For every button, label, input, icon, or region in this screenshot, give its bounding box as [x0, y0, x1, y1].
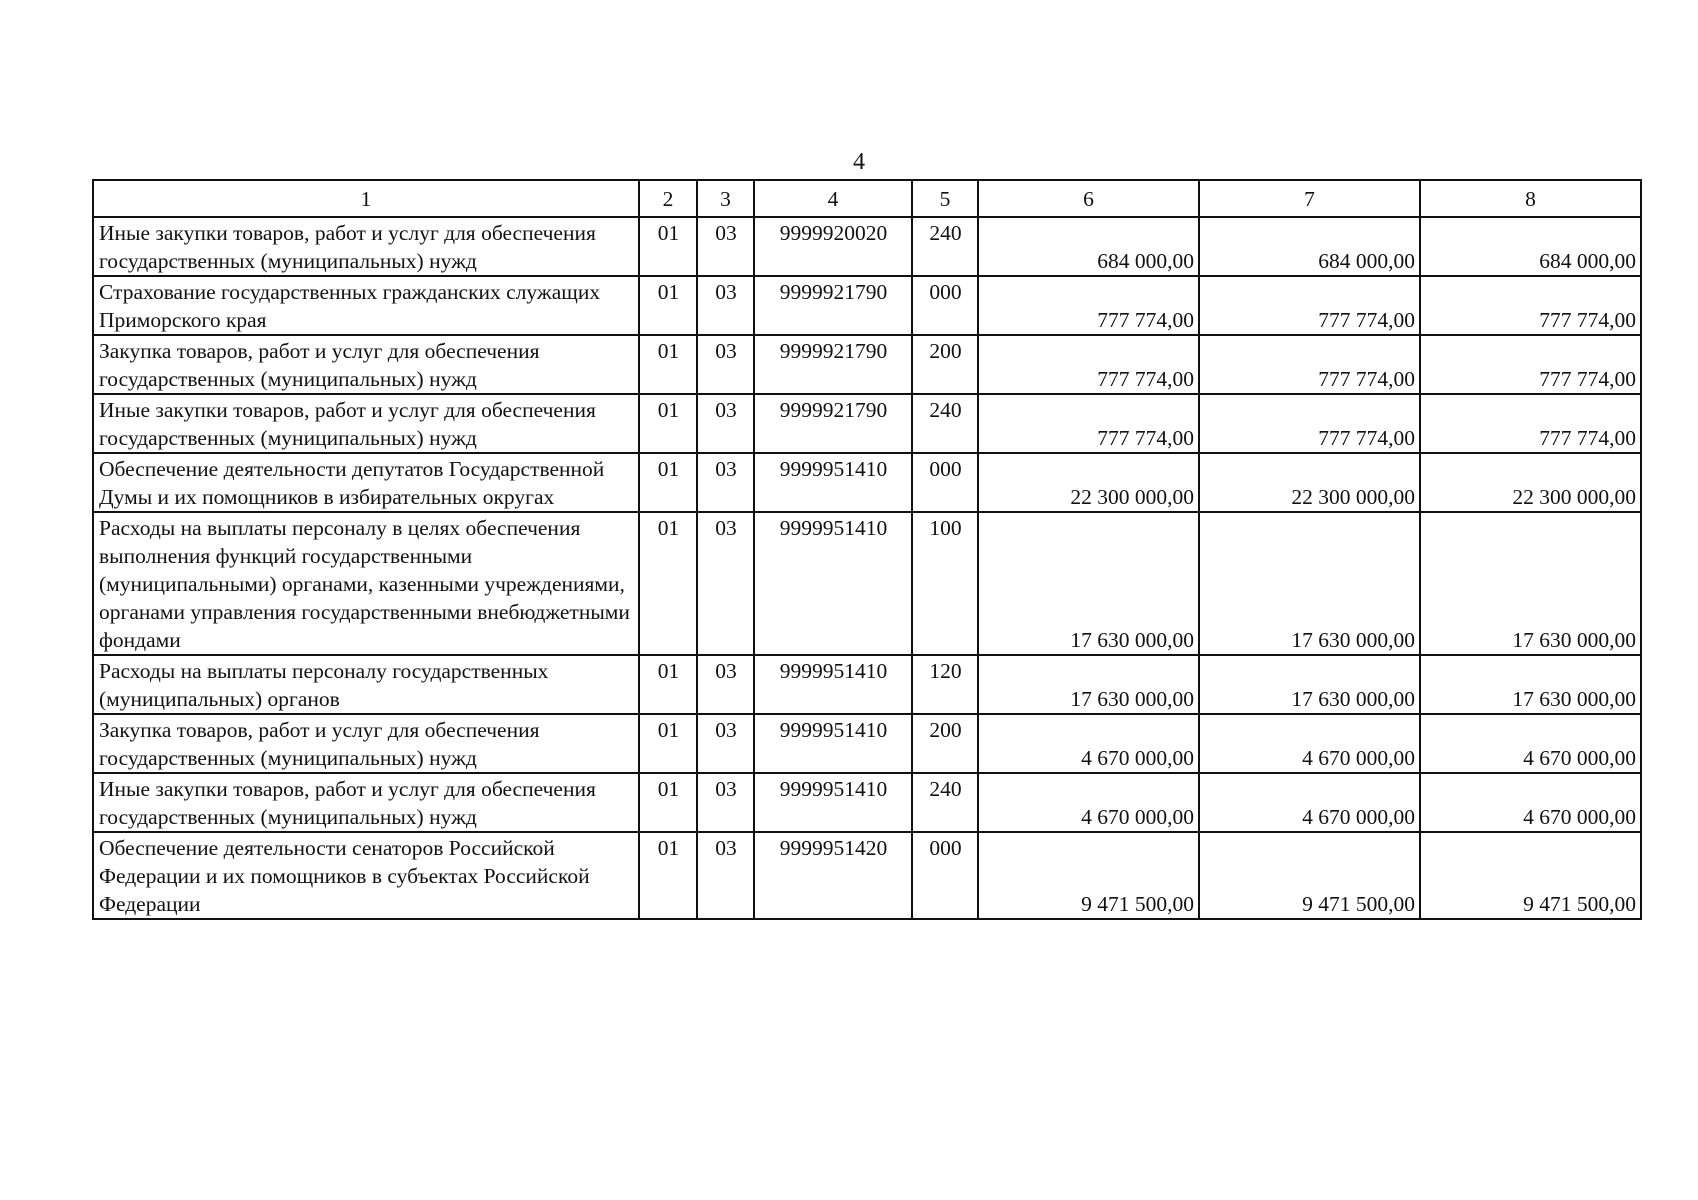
row-description: Расходы на выплаты персоналу в целях обеспечения выполнения функций государственными (муниципальными) органами, казенными учреждениями, органами управления государственными внебюджетными фондами	[93, 512, 639, 655]
amount-col-6: 777 774,00	[978, 335, 1199, 394]
column-header-8: 8	[1420, 180, 1641, 217]
table-row	[93, 714, 1641, 773]
section-code: 01	[639, 335, 697, 394]
amount-col-7: 684 000,00	[1199, 217, 1420, 276]
row-description: Обеспечение деятельности депутатов Государственной Думы и их помощников в избирательных округах	[93, 453, 639, 512]
subsection-code: 03	[697, 714, 754, 773]
table-row	[93, 217, 1641, 276]
amount-col-6: 9 471 500,00	[978, 832, 1199, 919]
column-header-4: 4	[754, 180, 912, 217]
section-code: 01	[639, 394, 697, 453]
column-header-1: 1	[93, 180, 639, 217]
amount-col-6: 17 630 000,00	[978, 655, 1199, 714]
target-article-code: 9999921790	[754, 394, 912, 453]
table-row	[93, 512, 1641, 655]
subsection-code: 03	[697, 217, 754, 276]
expense-type-code: 000	[912, 276, 978, 335]
expense-type-code: 000	[912, 832, 978, 919]
amount-col-8: 777 774,00	[1420, 394, 1641, 453]
amount-col-8: 777 774,00	[1420, 335, 1641, 394]
section-code: 01	[639, 512, 697, 655]
expense-type-code: 200	[912, 335, 978, 394]
section-code: 01	[639, 655, 697, 714]
section-code: 01	[639, 773, 697, 832]
expense-type-code: 240	[912, 773, 978, 832]
row-description: Расходы на выплаты персоналу государственных (муниципальных) органов	[93, 655, 639, 714]
table-row	[93, 773, 1641, 832]
amount-col-7: 22 300 000,00	[1199, 453, 1420, 512]
target-article-code: 9999951420	[754, 832, 912, 919]
amount-col-8: 17 630 000,00	[1420, 655, 1641, 714]
amount-col-6: 777 774,00	[978, 394, 1199, 453]
target-article-code: 9999951410	[754, 512, 912, 655]
section-code: 01	[639, 453, 697, 512]
expense-type-code: 000	[912, 453, 978, 512]
table-row	[93, 394, 1641, 453]
amount-col-7: 4 670 000,00	[1199, 773, 1420, 832]
amount-col-6: 4 670 000,00	[978, 714, 1199, 773]
table-row	[93, 832, 1641, 919]
column-header-7: 7	[1199, 180, 1420, 217]
amount-col-8: 4 670 000,00	[1420, 714, 1641, 773]
amount-col-8: 777 774,00	[1420, 276, 1641, 335]
subsection-code: 03	[697, 832, 754, 919]
section-code: 01	[639, 714, 697, 773]
subsection-code: 03	[697, 276, 754, 335]
table-row	[93, 276, 1641, 335]
row-description: Закупка товаров, работ и услуг для обеспечения государственных (муниципальных) нужд	[93, 714, 639, 773]
table-row	[93, 655, 1641, 714]
target-article-code: 9999951410	[754, 714, 912, 773]
row-description: Страхование государственных гражданских служащих Приморского края	[93, 276, 639, 335]
target-article-code: 9999951410	[754, 773, 912, 832]
page-number: 4	[853, 149, 865, 175]
section-code: 01	[639, 276, 697, 335]
column-header-2: 2	[639, 180, 697, 217]
row-description: Иные закупки товаров, работ и услуг для обеспечения государственных (муниципальных) нужд	[93, 773, 639, 832]
subsection-code: 03	[697, 453, 754, 512]
row-description: Иные закупки товаров, работ и услуг для обеспечения государственных (муниципальных) нужд	[93, 394, 639, 453]
amount-col-6: 22 300 000,00	[978, 453, 1199, 512]
amount-col-8: 9 471 500,00	[1420, 832, 1641, 919]
subsection-code: 03	[697, 394, 754, 453]
expense-type-code: 200	[912, 714, 978, 773]
amount-col-6: 4 670 000,00	[978, 773, 1199, 832]
amount-col-7: 9 471 500,00	[1199, 832, 1420, 919]
subsection-code: 03	[697, 773, 754, 832]
expense-type-code: 240	[912, 394, 978, 453]
target-article-code: 9999951410	[754, 453, 912, 512]
budget-table	[92, 179, 1642, 920]
target-article-code: 9999920020	[754, 217, 912, 276]
amount-col-7: 17 630 000,00	[1199, 655, 1420, 714]
row-description: Иные закупки товаров, работ и услуг для обеспечения государственных (муниципальных) нужд	[93, 217, 639, 276]
table-body	[93, 217, 1641, 919]
column-header-6: 6	[978, 180, 1199, 217]
row-description: Обеспечение деятельности сенаторов Российской Федерации и их помощников в субъектах Российской Федерации	[93, 832, 639, 919]
section-code: 01	[639, 832, 697, 919]
amount-col-6: 684 000,00	[978, 217, 1199, 276]
column-header-5: 5	[912, 180, 978, 217]
amount-col-7: 4 670 000,00	[1199, 714, 1420, 773]
header-row	[93, 180, 1641, 217]
column-header-3: 3	[697, 180, 754, 217]
amount-col-6: 777 774,00	[978, 276, 1199, 335]
target-article-code: 9999921790	[754, 335, 912, 394]
row-description: Закупка товаров, работ и услуг для обеспечения государственных (муниципальных) нужд	[93, 335, 639, 394]
subsection-code: 03	[697, 512, 754, 655]
amount-col-6: 17 630 000,00	[978, 512, 1199, 655]
amount-col-7: 777 774,00	[1199, 394, 1420, 453]
amount-col-7: 777 774,00	[1199, 335, 1420, 394]
target-article-code: 9999951410	[754, 655, 912, 714]
amount-col-7: 777 774,00	[1199, 276, 1420, 335]
target-article-code: 9999921790	[754, 276, 912, 335]
section-code: 01	[639, 217, 697, 276]
amount-col-8: 17 630 000,00	[1420, 512, 1641, 655]
amount-col-8: 22 300 000,00	[1420, 453, 1641, 512]
amount-col-8: 684 000,00	[1420, 217, 1641, 276]
amount-col-8: 4 670 000,00	[1420, 773, 1641, 832]
table-row	[93, 453, 1641, 512]
subsection-code: 03	[697, 335, 754, 394]
expense-type-code: 120	[912, 655, 978, 714]
expense-type-code: 240	[912, 217, 978, 276]
expense-type-code: 100	[912, 512, 978, 655]
subsection-code: 03	[697, 655, 754, 714]
table-row	[93, 335, 1641, 394]
amount-col-7: 17 630 000,00	[1199, 512, 1420, 655]
